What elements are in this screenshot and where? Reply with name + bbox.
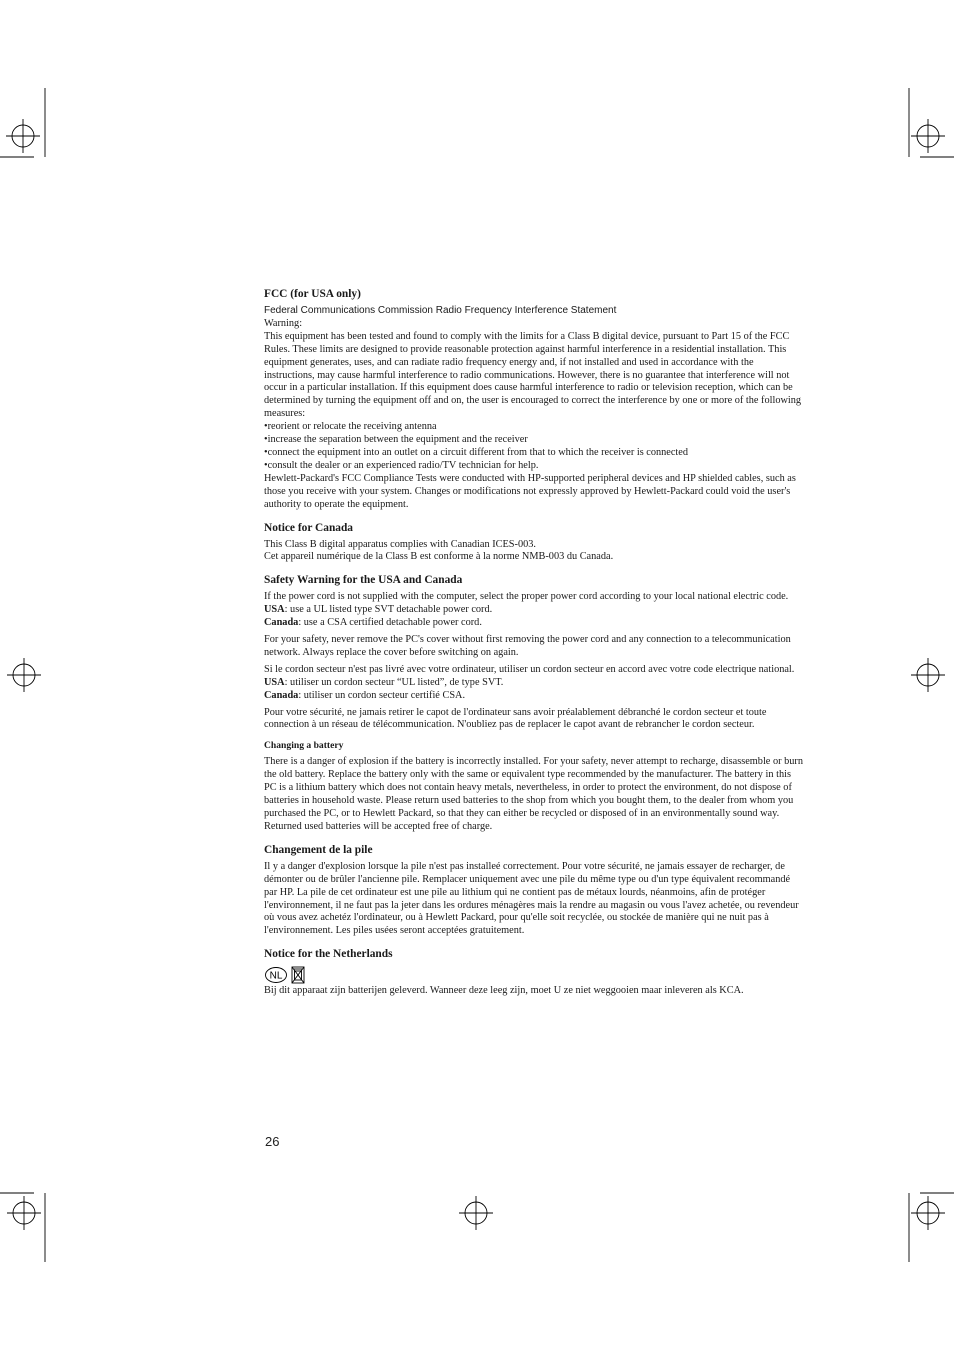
canada-heading: Notice for Canada [264, 521, 354, 534]
netherlands-section [264, 947, 804, 998]
battery-section [264, 740, 804, 833]
safety-en-intro: If the power cord is not supplied with the computer, select the proper power cord according to your local national electric code. [264, 591, 789, 603]
registration-mark-icon [459, 1196, 493, 1230]
crop-mark-icon [0, 1193, 45, 1262]
crop-mark-icon [909, 1193, 954, 1262]
registration-mark-icon [911, 1196, 945, 1230]
safety-canada-fr [264, 690, 804, 703]
usa-text: : use a UL listed type SVT detachable power cord. [284, 604, 493, 616]
list-item: • reorient or relocate the receiving antenna [264, 421, 804, 434]
registration-mark-icon [6, 119, 40, 153]
canada-label: Canada [264, 617, 299, 629]
battery-body: There is a danger of explosion if the battery is incorrectly installed. For your safety, never attempt to recharge, disassemble or burn the old battery. Replace the battery only with the same or equivalent type recommended by the manufacturer. The battery in this PC is a lithium battery which does not contain heavy metals, nevertheless, in order to protect the environment, do not dispose of batteries in household waste. Please return used batteries to the shop from which you bought them, to the dealer from whom you purchased the PC, or to Hewlett Packard, so that they can either be recycled or disposed of in an environmentally sound way. Returned used batteries will be accepted free of charge. [264, 756, 803, 832]
pile-body: Il y a danger d'explosion lorsque la pile n'est pas installeé correctement. Pour votre sécurité, ne jamais essayer de recharger, de démonter ou de brûler l'ancienne pile. Remplacer uniquement avec une pile du même type ou d'un type équivalent recommandé par HP. La pile de cet ordinateur est une pile au lithium qui ne contient pas de métaux lourds, néanmoins, afin de protéger l'environnement, il ne faut pas la jeter dans les ordures ménagères mais la rendre au magasin ou vous l'avez achetée, ou revendeur où vous avez achetéz l'ordinateur, ou à Hewlett Packard, pour qu'elle soit recyclée, ou stockée de manière qui ne nuit pas à l'environnement. Les piles usées seront acceptées gratuitement. [264, 860, 799, 937]
usa-label: USA [264, 604, 285, 616]
list-item: • increase the separation between the equipment and the receiver [264, 434, 804, 447]
netherlands-icons [264, 965, 804, 985]
canada-line-en: This Class B digital apparatus complies with Canadian ICES-003. [264, 538, 536, 550]
registration-mark-icon [911, 658, 945, 692]
battery-heading: Changing a battery [264, 740, 344, 752]
fcc-section [264, 287, 804, 512]
canada-label: Canada [264, 689, 299, 701]
document-body [264, 287, 804, 998]
safety-heading: Safety Warning for the USA and Canada [264, 574, 463, 587]
fcc-closing: Hewlett-Packard's FCC Compliance Tests were conducted with HP-supported peripheral devices and HP shielded cables, such as those you receive with your system. Changes or modifications not expressly approved by Hewlett-Packard could void the user's authority to operate the equipment. [264, 472, 796, 510]
nl-badge-icon [264, 966, 288, 984]
safety-usa-fr [264, 677, 804, 690]
pile-section [264, 843, 804, 938]
fcc-subtitle: Federal Communications Commission Radio Frequency Interference Statement [264, 305, 617, 316]
fcc-body: This equipment has been tested and found to comply with the limits for a Class B digital device, pursuant to Part 15 of the FCC Rules. These limits are designed to provide reasonable protection against harmful interference in a residential installation. This equipment generates, uses, and can radiate radio frequency energy and, if not installed and used in accordance with the instructions, may cause harmful interference to radio communications. However, there is no guarantee that interference will not occur in a particular installation. If this equipment does cause harmful interference to radio or television reception, which can be determined by turning the equipment off and on, the user is encouraged to correct the interference by one or more of the following measures: [264, 330, 802, 420]
fcc-heading: FCC (for USA only) [264, 288, 361, 300]
netherlands-body: Bij dit apparaat zijn batterijen geleverd. Wanneer deze leeg zijn, moet U ze niet weggooien maar inleveren als KCA. [264, 985, 744, 997]
page-number: 26 [265, 1134, 280, 1149]
canada-text: : utiliser un cordon secteur certifié CSA. [298, 689, 466, 701]
registration-mark-icon [7, 1196, 41, 1230]
canada-line-fr: Cet appareil numérique de la Class B est conforme à la norme NMB-003 du Canada. [264, 551, 614, 563]
crossed-out-bin-icon [291, 966, 305, 984]
list-item: • connect the equipment into an outlet on a circuit different from that to which the receiver is connected [264, 447, 804, 460]
registration-mark-icon [7, 658, 41, 692]
safety-fr-intro: Si le cordon secteur n'est pas livré avec votre ordinateur, utiliser un cordon secteur en accord avec votre code electrique national. [264, 663, 795, 675]
registration-mark-icon [911, 119, 945, 153]
safety-fr-warning: Pour votre sécurité, ne jamais retirer le capot de l'ordinateur sans avoir préalablement débranché le cordon secteur et toute connection à un réseau de télécommunication. N'oubliez pas de replacer le capot avant de rebrancher le cordon secteur. [264, 706, 767, 731]
fcc-warning-label: Warning: [264, 317, 303, 329]
nl-badge-label: NL [269, 970, 283, 982]
canada-section [264, 521, 804, 565]
safety-section [264, 573, 804, 732]
list-item: • consult the dealer or an experienced radio/TV technician for help. [264, 460, 804, 473]
canada-text: : use a CSA certified detachable power cord. [298, 617, 482, 629]
usa-label: USA [264, 676, 285, 688]
pile-heading: Changement de la pile [264, 843, 373, 856]
safety-usa-en [264, 604, 804, 617]
safety-canada-en [264, 617, 804, 630]
safety-en-warning: For your safety, never remove the PC's cover without first removing the power cord and any connection to a telecommunication network. Always replace the cover before switching on again. [264, 634, 791, 658]
usa-text: : utiliser un cordon secteur “UL listed”, de type SVT. [284, 676, 504, 688]
netherlands-heading: Notice for the Netherlands [264, 948, 393, 961]
